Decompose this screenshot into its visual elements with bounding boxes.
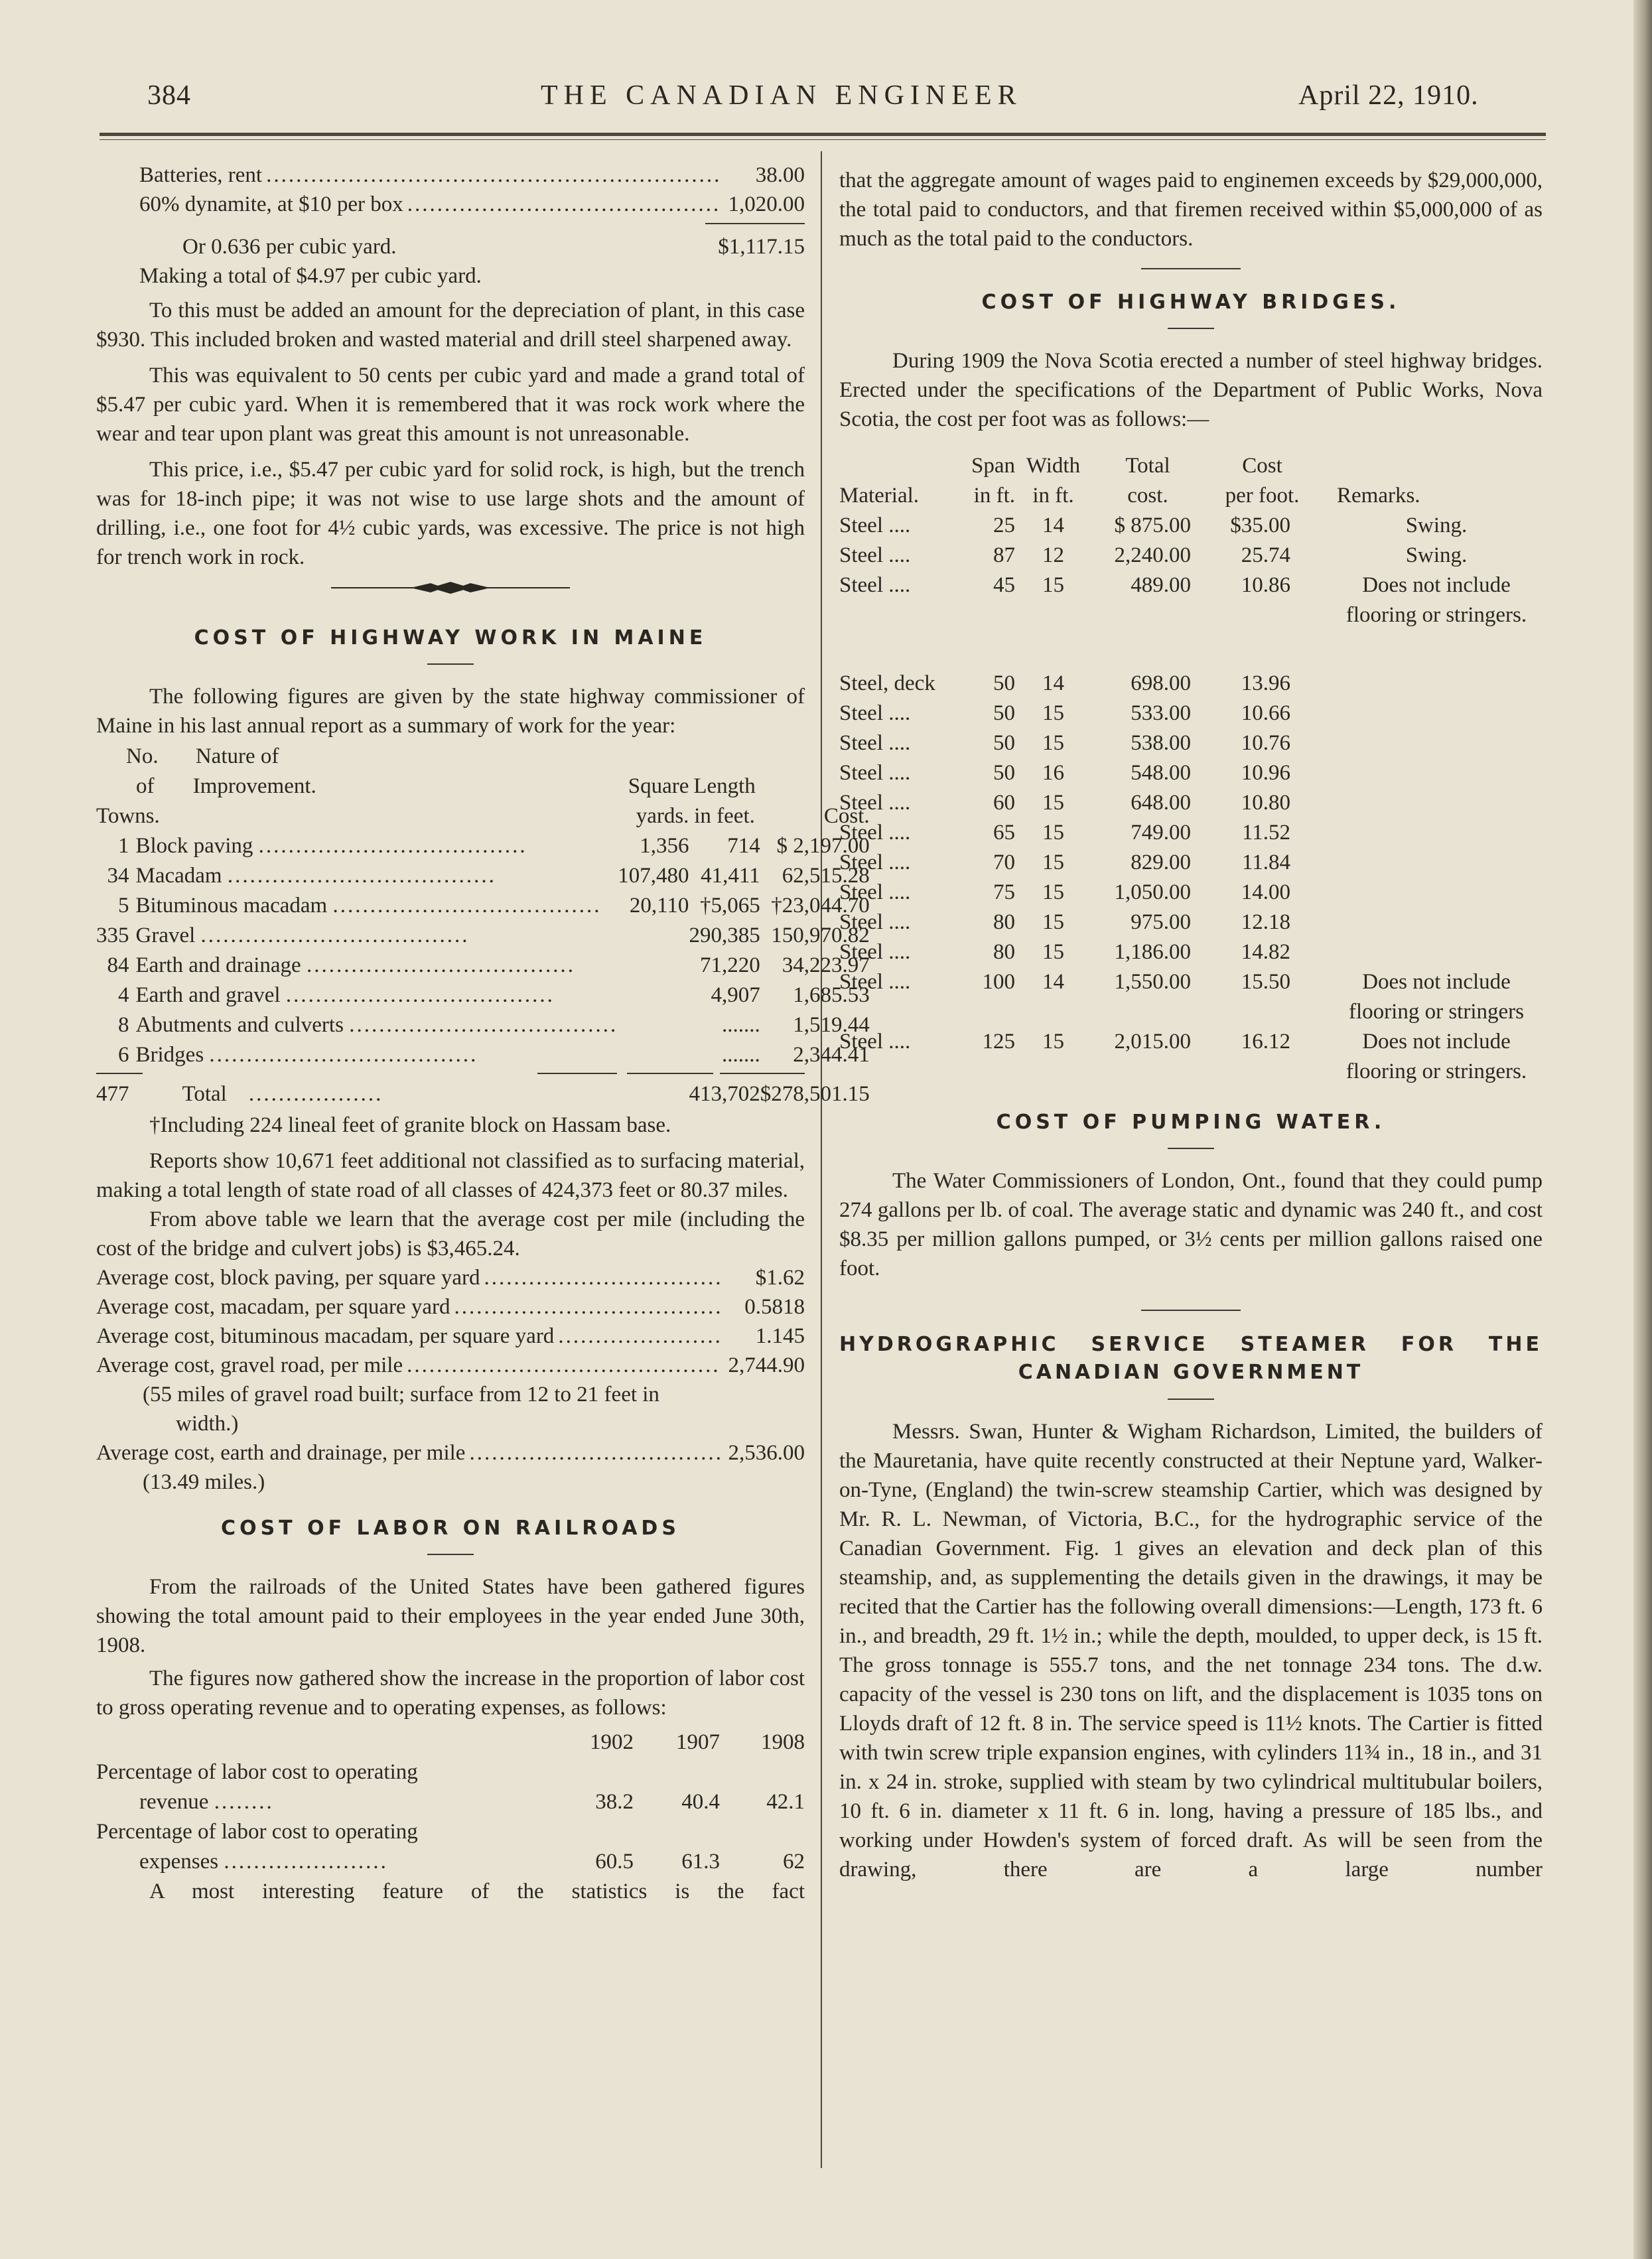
cell-material: Steel .... xyxy=(839,851,911,874)
cell-square-yards: 1,356 xyxy=(640,834,689,858)
labor-year-row: 1902 1907 1908 xyxy=(590,1730,805,1754)
issue-date: April 22, 1910. xyxy=(1298,80,1479,111)
paragraph: The figures now gathered show the increase in the proportion of labor cost to gross operating revenue and to operating expenses, as follows: xyxy=(96,1667,805,1720)
averages-list xyxy=(96,1263,805,1497)
labor-row-label: Percentage of labor cost to operating xyxy=(96,1820,418,1844)
cell-no: 1 xyxy=(118,834,129,858)
table-row xyxy=(839,758,1543,788)
cell-span: 80 xyxy=(993,910,1015,934)
cell-total-cost: $ 875.00 xyxy=(1114,513,1191,537)
cell-total-cost: 548.00 xyxy=(1131,761,1191,785)
cell-span: 80 xyxy=(993,940,1015,964)
cell-cost-per-foot: 10.66 xyxy=(1241,701,1290,725)
cell-width: 15 xyxy=(1042,910,1064,934)
labor-row: revenue ........ 38.2 40.4 42.1 xyxy=(139,1790,805,1814)
cell-remarks xyxy=(1320,758,1543,788)
cell-remarks: Does not include flooring or stringers. xyxy=(1345,1030,1527,1083)
heading-rule xyxy=(427,663,474,665)
cell-cost: 1,685.53 xyxy=(793,983,870,1007)
cell-material: Steel .... xyxy=(839,731,911,755)
cell-width: 15 xyxy=(1042,701,1064,725)
cost-line: Batteries, rent ..... 38.00 xyxy=(139,161,805,190)
cell-no: 34 xyxy=(107,864,129,888)
cell-total-cost: 533.00 xyxy=(1131,701,1191,725)
cell-remarks xyxy=(1320,848,1543,878)
cell-length: 4,907 xyxy=(711,983,760,1007)
cell-total-cost: 829.00 xyxy=(1131,851,1191,874)
cell-span: 60 xyxy=(993,791,1015,815)
cell-material: Steel .... xyxy=(839,543,911,567)
cell-width: 15 xyxy=(1042,821,1064,845)
cell-no: 8 xyxy=(118,1013,129,1037)
cell-remarks xyxy=(1320,699,1543,728)
cell-cost-per-foot: 10.96 xyxy=(1241,761,1290,785)
average-line: Average cost, bituminous macadam, per square yard ..... 1.145 xyxy=(96,1322,805,1351)
paragraph: This was equivalent to 50 cents per cubic yard and made a grand total of $5.47 per cubic yard. When it is remembered that it was rock work where the wear and tear upon plant was great this amount is not unreasonable. xyxy=(96,364,805,446)
cell-material: Steel .... xyxy=(839,910,911,934)
cell-total-cost: 1,050.00 xyxy=(1114,880,1191,904)
cell-cost-per-foot: 15.50 xyxy=(1241,970,1290,994)
cell-length: 41,411 xyxy=(701,864,760,888)
labor-table xyxy=(96,1728,805,1877)
cell-cost-per-foot: 11.52 xyxy=(1241,821,1290,845)
table-header-row: of Improvement. Square Length xyxy=(136,774,756,798)
cell-span: 50 xyxy=(993,701,1015,725)
making-total: Making a total of $4.97 per cubic yard. xyxy=(139,264,482,288)
average-note: (13.49 miles.) xyxy=(143,1470,265,1494)
table-row xyxy=(839,541,1543,571)
cell-nature: Earth and gravel .................................... xyxy=(135,983,555,1007)
header-rule xyxy=(100,133,1546,136)
sum-rule xyxy=(705,223,805,224)
cell-cost-per-foot: 13.96 xyxy=(1241,671,1290,695)
table-header-row: No. Nature of xyxy=(126,744,279,768)
table-header-row: Towns. yards. in feet. Cost. xyxy=(96,804,870,828)
cell-total-cost: 2,015.00 xyxy=(1114,1030,1191,1054)
table-row xyxy=(839,967,1543,1027)
cell-remarks xyxy=(1320,818,1543,848)
cell-span: 25 xyxy=(993,513,1015,537)
cell-square-yards xyxy=(618,921,689,951)
cell-material: Steel .... xyxy=(839,880,911,904)
cell-span: 45 xyxy=(993,573,1015,597)
cell-remarks xyxy=(1320,908,1543,937)
cell-cost-per-foot: 16.12 xyxy=(1241,1030,1290,1054)
cell-total-cost: 698.00 xyxy=(1131,671,1191,695)
paragraph: that the aggregate amount of wages paid to enginemen exceeds by $29,000,000, the total paid to conductors, and that firemen received within $5,000,000 of as much as the total paid to the conductors. xyxy=(839,169,1543,251)
left-column xyxy=(96,161,870,1906)
cell-remarks xyxy=(1320,728,1543,758)
table-header-row: Span Width Total Cost xyxy=(971,454,1282,478)
cell-remarks xyxy=(1320,878,1543,908)
cell-span: 50 xyxy=(993,731,1015,755)
cell-span: 70 xyxy=(993,851,1015,874)
table-row xyxy=(839,848,1543,878)
cell-length: 714 xyxy=(727,834,760,858)
page-edge xyxy=(1633,0,1652,2259)
cell-total-cost: 648.00 xyxy=(1131,791,1191,815)
table-row xyxy=(96,891,870,921)
cell-remarks xyxy=(1320,788,1543,818)
average-line: Average cost, gravel road, per mile ..... 2,744.90 xyxy=(96,1351,805,1380)
cell-cost-per-foot: 10.86 xyxy=(1241,573,1290,597)
section-heading-bridges: COST OF HIGHWAY BRIDGES. xyxy=(981,291,1401,314)
table-row xyxy=(839,669,1543,699)
cell-span: 65 xyxy=(993,821,1015,845)
table-row xyxy=(839,728,1543,758)
footnote: †Including 224 lineal feet of granite block on Hassam base. xyxy=(149,1113,671,1137)
cell-width: 15 xyxy=(1042,573,1064,597)
cell-total-cost: 2,240.00 xyxy=(1114,543,1191,567)
table-row xyxy=(96,831,870,861)
column-divider xyxy=(821,151,822,2168)
average-line: Average cost, macadam, per square yard ..... 0.5818 xyxy=(96,1292,805,1322)
table-row xyxy=(96,921,870,951)
cell-cost-per-foot: 12.18 xyxy=(1241,910,1290,934)
average-line: Average cost, earth and drainage, per mile ..... 2,536.00 xyxy=(96,1438,805,1468)
cell-cost: $ 2,197.00 xyxy=(776,834,870,858)
cell-no: 4 xyxy=(118,983,129,1007)
cell-remarks: Does not include flooring or stringers xyxy=(1349,970,1524,1024)
cell-span: 100 xyxy=(982,970,1015,994)
cell-total-cost: 749.00 xyxy=(1131,821,1191,845)
cell-total-cost: 975.00 xyxy=(1131,910,1191,934)
cell-width: 15 xyxy=(1042,880,1064,904)
cell-nature: Bituminous macadam .................................... xyxy=(135,894,602,918)
section-separator xyxy=(1141,268,1241,269)
cell-nature: Block paving .................................... xyxy=(135,834,527,858)
cell-remarks: Swing. xyxy=(1405,513,1468,537)
cell-width: 16 xyxy=(1042,761,1064,785)
paragraph: Reports show 10,671 feet additional not classified as to surfacing material, making a total length of state road of all classes of 424,373 feet or 80.37 miles. xyxy=(96,1149,805,1202)
cell-remarks: Swing. xyxy=(1405,543,1468,567)
cell-cost-per-foot: 14.82 xyxy=(1241,940,1290,964)
cell-cost-per-foot: 10.76 xyxy=(1241,731,1290,755)
cell-remarks xyxy=(1320,669,1543,699)
cell-cost: 62,515.28 xyxy=(782,864,870,888)
labor-row: expenses ...................... 60.5 61.3 62 xyxy=(139,1850,805,1874)
cell-material: Steel .... xyxy=(839,761,911,785)
cell-remarks xyxy=(1320,937,1543,967)
cell-material: Steel .... xyxy=(839,821,911,845)
table-row xyxy=(839,1027,1543,1087)
cell-nature: Earth and drainage .................................... xyxy=(135,953,575,977)
heading-rule xyxy=(427,1554,474,1555)
paragraph: From the railroads of the United States have been gathered figures showing the total amount paid to their employees in the year ended June 30th, 1908. xyxy=(96,1575,805,1657)
cell-material: Steel .... xyxy=(839,573,911,597)
cell-width: 12 xyxy=(1042,543,1064,567)
cell-width: 15 xyxy=(1042,851,1064,874)
section-heading-pumping: COST OF PUMPING WATER. xyxy=(996,1111,1386,1134)
cell-cost: 2,344.41 xyxy=(793,1043,870,1067)
cell-square-yards: 107,480 xyxy=(618,864,689,888)
average-line: Average cost, block paving, per square yard ..... $1.62 xyxy=(96,1263,805,1292)
cell-cost-per-foot: 14.00 xyxy=(1241,880,1290,904)
maine-table xyxy=(96,742,870,1109)
table-row xyxy=(839,878,1543,908)
cell-total-cost: 538.00 xyxy=(1131,731,1191,755)
paragraph: A most interesting feature of the statistics is the fact xyxy=(149,1880,805,1903)
cell-span: 125 xyxy=(982,1030,1015,1054)
cell-width: 15 xyxy=(1042,1030,1064,1054)
cell-nature: Abutments and culverts .................................... xyxy=(135,1013,618,1037)
cell-material: Steel .... xyxy=(839,1030,911,1054)
section-separator xyxy=(1141,1310,1241,1311)
table-row xyxy=(96,1010,870,1040)
cell-material: Steel .... xyxy=(839,701,911,725)
table-header-row: Material. in ft. in ft. cost. per foot. Remarks. xyxy=(839,484,1420,508)
cell-square-yards: 20,110 xyxy=(629,894,689,918)
cell-cost-per-foot: 11.84 xyxy=(1241,851,1290,874)
heading-rule xyxy=(1168,1148,1214,1149)
cell-remarks: Does not include flooring or stringers. xyxy=(1345,573,1527,627)
cost-lines xyxy=(96,161,805,291)
section-heading-hydro: HYDROGRAPHIC SERVICE STEAMER FOR THE CANADIAN GOVERNMENT xyxy=(839,1333,1543,1384)
cell-material: Steel .... xyxy=(839,791,911,815)
cell-cost: 34,223.97 xyxy=(782,953,870,977)
cell-length: †5,065 xyxy=(699,894,760,918)
table-row xyxy=(839,788,1543,818)
pumping-text: The Water Commissioners of London, Ont., found that they could pump 274 gallons per lb. of coal. The average static and dynamic was 240 ft., and cost $8.35 per million gallons pumped, or 3½ cents per million gallons raised one foot. xyxy=(839,1169,1543,1280)
per-yard-line: Or 0.636 per cubic yard. $1,117.15 xyxy=(182,235,805,259)
section-heading-labor: COST OF LABOR ON RAILROADS xyxy=(221,1517,680,1540)
table-row xyxy=(96,981,870,1010)
cell-total-cost: 1,186.00 xyxy=(1114,940,1191,964)
table-row xyxy=(96,951,870,981)
cell-total-cost: 1,550.00 xyxy=(1114,970,1191,994)
paragraph: From above table we learn that the average cost per mile (including the cost of the bridge and culvert jobs) is $3,465.24. xyxy=(96,1207,805,1261)
table-total-row: 477 Total .................. 413,702 $278,501.15 xyxy=(96,1082,870,1106)
journal-title: THE CANADIAN ENGINEER xyxy=(541,80,1022,111)
table-sum-rule xyxy=(96,1070,870,1079)
bridges-intro: During 1909 the Nova Scotia erected a number of steel highway bridges. Erected under the specifications of the Department of Public Works, Nova Scotia, the cost per foot was as follows:— xyxy=(839,349,1543,431)
cell-material: Steel, deck xyxy=(839,671,935,695)
cell-total-cost: 489.00 xyxy=(1131,573,1191,597)
paragraph: This price, i.e., $5.47 per cubic yard for solid rock, is high, but the trench was for 18-inch pipe; it was not wise to use large shots and the amount of drilling, i.e., one foot for 4½ cubic yards, was excessive. The price is not high for trench work in rock. xyxy=(96,458,805,569)
cell-width: 14 xyxy=(1042,671,1064,695)
page-number: 384 xyxy=(147,80,191,111)
right-column xyxy=(839,166,1543,1884)
cell-width: 15 xyxy=(1042,791,1064,815)
cell-material: Steel .... xyxy=(839,513,911,537)
cell-width: 15 xyxy=(1042,731,1064,755)
cell-no: 6 xyxy=(118,1043,129,1067)
cost-line: 60% dynamite, at $10 per box ..... 1,020.00 xyxy=(139,190,805,219)
cell-length: 290,385 xyxy=(689,924,760,947)
cell-no: 84 xyxy=(107,953,129,977)
cell-cost-per-foot: $35.00 xyxy=(1230,513,1290,537)
cell-material: Steel .... xyxy=(839,940,911,964)
cell-cost-per-foot: 25.74 xyxy=(1241,543,1290,567)
cell-cost: †23,044.70 xyxy=(771,894,870,918)
table-row xyxy=(839,937,1543,967)
cell-square-yards xyxy=(618,1040,689,1070)
cell-length: ....... xyxy=(721,1013,760,1037)
cell-length: ....... xyxy=(721,1043,760,1067)
cell-span: 75 xyxy=(993,880,1015,904)
table-row xyxy=(839,571,1543,669)
table-row xyxy=(839,908,1543,937)
cell-square-yards xyxy=(618,981,689,1010)
cell-material: Steel .... xyxy=(839,970,911,994)
cell-no: 5 xyxy=(118,894,129,918)
cell-width: 15 xyxy=(1042,940,1064,964)
table-row xyxy=(839,818,1543,848)
section-heading-maine: COST OF HIGHWAY WORK IN MAINE xyxy=(194,626,707,650)
cell-square-yards xyxy=(618,951,689,981)
cell-nature: Macadam .................................... xyxy=(135,864,496,888)
labor-row-label: Percentage of labor cost to operating xyxy=(96,1760,418,1784)
cell-cost: 1,519.44 xyxy=(793,1013,870,1037)
maine-intro: The following figures are given by the state highway commissioner of Maine in his last annual report as a summary of work for the year: xyxy=(96,685,805,738)
cell-span: 50 xyxy=(993,761,1015,785)
header-rule-thin xyxy=(100,139,1546,140)
cell-cost-per-foot: 10.80 xyxy=(1241,791,1290,815)
cell-nature: Gravel .................................... xyxy=(135,924,470,947)
cell-length: 71,220 xyxy=(699,953,760,977)
cell-span: 50 xyxy=(993,671,1015,695)
average-note: (55 miles of gravel road built; surface from 12 to 21 feet in width.) xyxy=(143,1383,659,1436)
cell-square-yards xyxy=(618,1010,689,1040)
hydro-text: Messrs. Swan, Hunter & Wigham Richardson, Limited, the builders of the Mauretania, have quite recently constructed at their Neptune yard, Walker-on-Tyne, (England) the twin-screw steamship Cartier, which was designed by Mr. R. L. Newman, of Victoria, B.C., for the hydrographic service of the Canadian Government. Fig. 1 gives an elevation and deck plan of this steamship, and, as supplementing the details given in the drawings, it may be recited that the Cartier has the following overall dimensions:—Length, 173 ft. 6 in., and breadth, 29 ft. 1½ in.; while the depth, moulded, to upper deck, is 15 ft. The gross tonnage is 555.7 tons, and the net tonnage 234 tons. The d.w. capacity of the vessel is 230 tons on lift, and the displacement is 1035 tons on Lloyds draft of 12 ft. 8 in. The service speed is 11½ knots. The Cartier is fitted with twin screw triple expansion engines, with cylinders 11¾ in., 18 in., and 31 in. x 24 in. stroke, supplied with steam by two cylindrical multitubular boilers, 10 ft. 6 in. diameter x 11 ft. 6 in. long, having a pressure of 185 lbs., and working under Howden's system of forced draft. As will be seen from the drawing, there are a large number xyxy=(839,1420,1543,1882)
heading-rule xyxy=(1168,1399,1214,1400)
table-row xyxy=(96,861,870,891)
cell-width: 14 xyxy=(1042,970,1064,994)
cell-nature: Bridges .................................... xyxy=(135,1043,478,1067)
cell-span: 87 xyxy=(993,543,1015,567)
bridges-table xyxy=(839,451,1543,1087)
ornament-divider xyxy=(331,580,570,596)
table-row xyxy=(839,511,1543,541)
paragraph: To this must be added an amount for the depreciation of plant, in this case $930. This included broken and wasted material and drill steel sharpened away. xyxy=(96,299,805,352)
cell-no: 335 xyxy=(96,924,129,947)
heading-rule xyxy=(1168,328,1214,329)
table-row xyxy=(839,699,1543,728)
cell-cost: 150,970.82 xyxy=(771,924,870,947)
table-row xyxy=(96,1040,870,1070)
cell-width: 14 xyxy=(1042,513,1064,537)
